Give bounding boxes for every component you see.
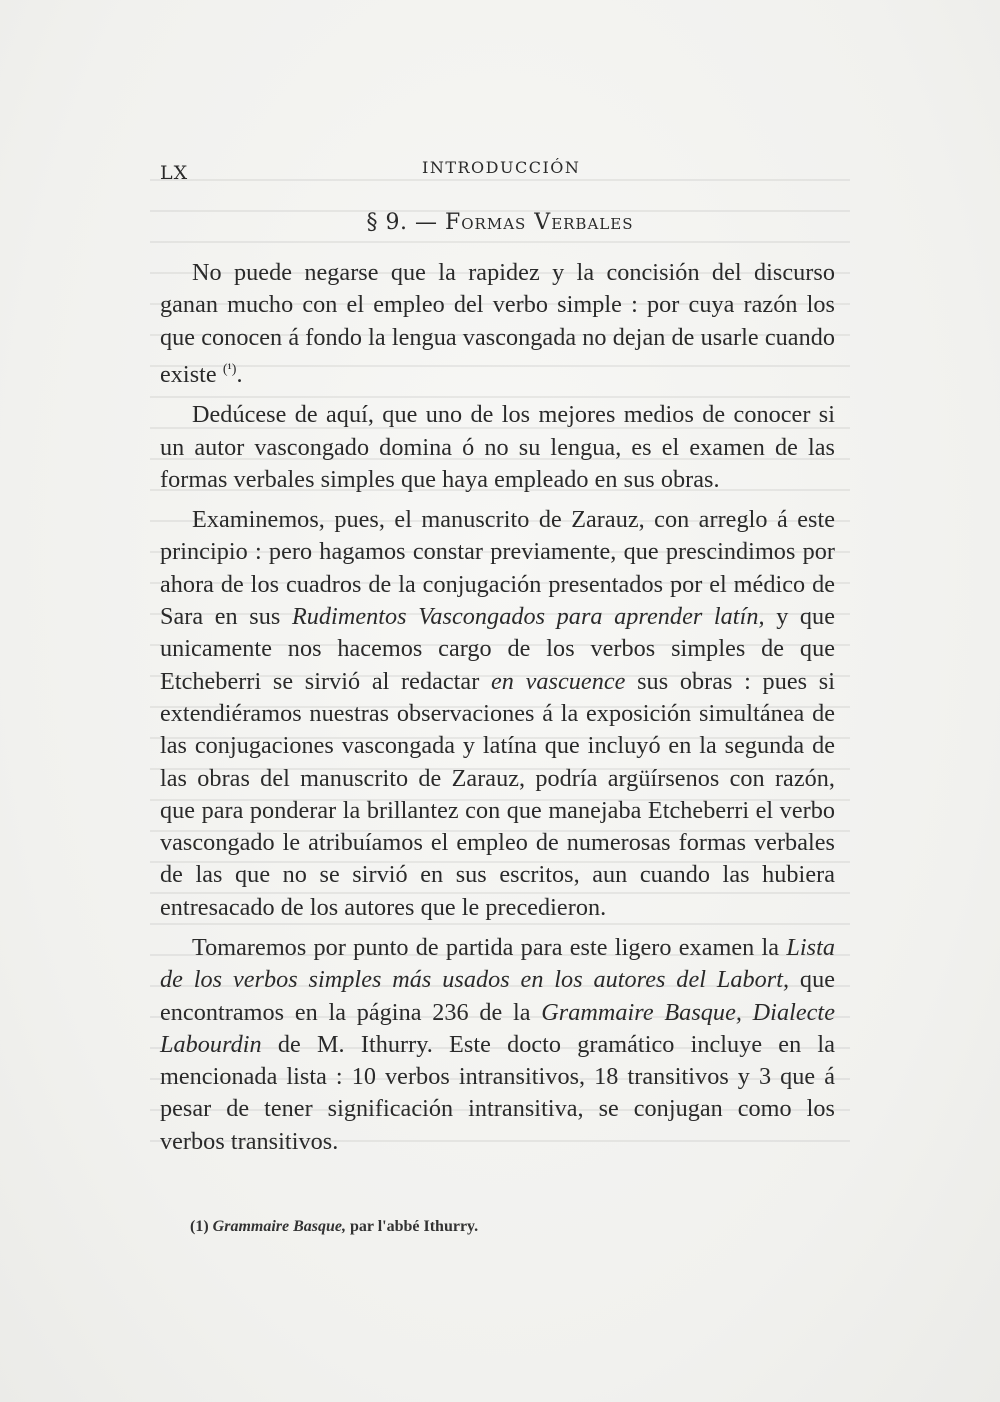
book-title-grammaire: Grammaire Basque, Dialecte Labourdin [160, 998, 835, 1058]
paragraph-1-text: No puede negarse que la rapidez y la concisión del discurso ganan mucho con el empleo del verbo simple : por cuya razón los que conocen á fondo la lengua vascongada no dejan de usarle cuando existe [160, 259, 835, 388]
list-title: Lista de los verbos simples más usados en los autores del Labort, [160, 934, 835, 994]
footnote-title: Grammaire Basque, [212, 1218, 346, 1235]
section-heading [160, 210, 840, 235]
running-header [160, 158, 840, 184]
paragraph-4-part-c: de M. Ithurry. Este docto gramático incluye en la mencionada lista : 10 verbos intransitivos, 18 transitivos y 3 que á pesar de tener significación intransitiva, se conjugan como los verbos transitivos. [160, 1030, 835, 1155]
footnote [190, 1218, 830, 1236]
italic-en-vascuence: en vascuence [491, 667, 626, 695]
paragraph-3-part-c: sus obras : pues si extendiéramos nuestras observaciones á la exposición simultánea de las conjugaciones vascongada y latína que incluyó en la segunda de las obras del manuscrito de Zarauz, podría argüírsenos con razón, que para ponderar la brillantez con que manejaba Etcheberri el verbo vascongado le atribuíamos el empleo de numerosas formas verbales de las que no se sirvió en sus escritos, aun cuando las hubiera entresacado de los autores que le precedieron. [160, 667, 835, 921]
footnote-rest: par l'abbé Ithurry. [350, 1218, 479, 1235]
page-number: LX [160, 162, 189, 184]
paragraph-3-part-b: y que unicamente nos hacemos cargo de los verbos simples de que Etcheberri se sirvió al redactar [160, 603, 835, 695]
paragraph-1 [160, 257, 835, 391]
section-number: § 9. — [366, 210, 438, 235]
paragraph-4-part-a: Tomaremos por punto de partida para este ligero examen la [192, 934, 780, 961]
footnote-marker: (1) [190, 1218, 209, 1235]
section-title-text: Formas Verbales [444, 210, 634, 235]
body-text [160, 257, 835, 1166]
footnote-reference: (¹) [222, 361, 237, 377]
book-title-rudimentos: Rudimentos Vascongados para aprender latín, [291, 603, 765, 631]
paragraph-3 [160, 504, 835, 924]
running-title: INTRODUCCIÓN [422, 158, 581, 177]
paragraph-3-part-a: Examinemos, pues, el manuscrito de Zarauz, con arreglo á este principio : pero hagamos constar previamente, que prescindimos por ahora de los cuadros de la conjugación presentados por el médico de Sara en sus [160, 506, 835, 631]
paragraph-4 [160, 932, 835, 1158]
paragraph-4-part-b: que encontramos en la página 236 de la [160, 966, 835, 1026]
paragraph-1-end: . [236, 360, 243, 388]
paragraph-2: Dedúcese de aquí, que uno de los mejores medios de conocer si un autor vascongado domina ó no su lengua, es el examen de las formas verbales simples que haya empleado en sus obras. [160, 401, 835, 493]
